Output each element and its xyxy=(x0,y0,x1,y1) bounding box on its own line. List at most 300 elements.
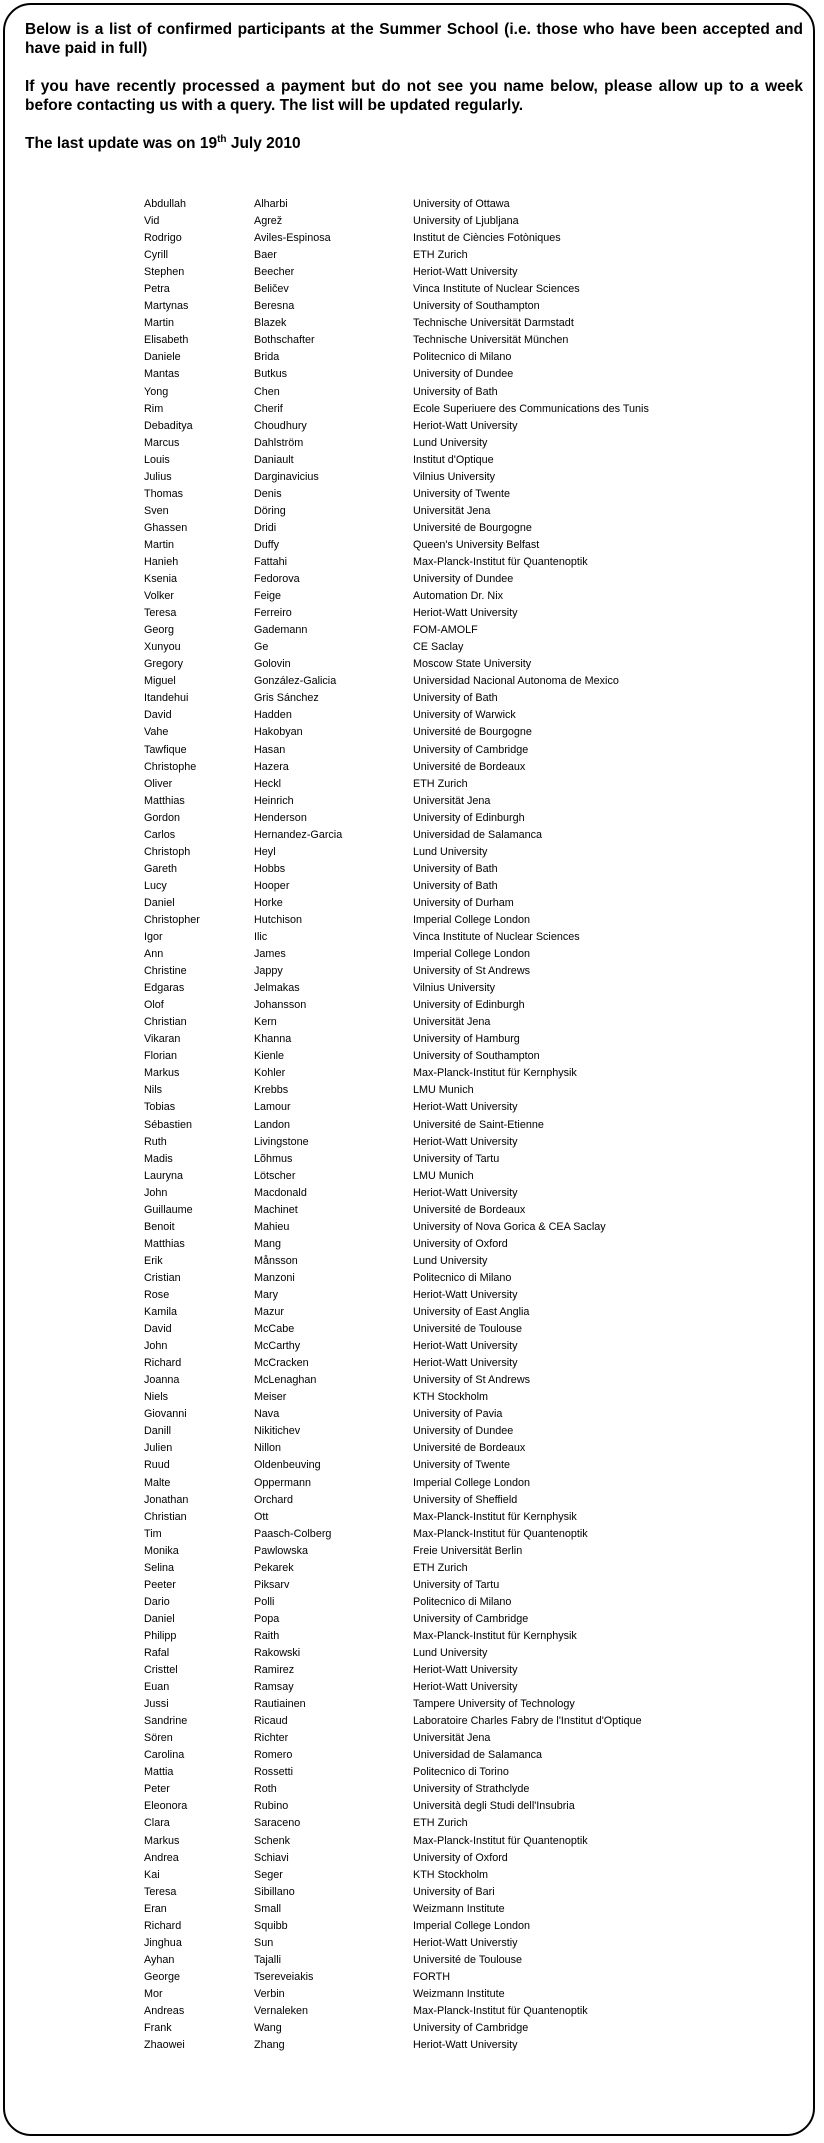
participant-row xyxy=(144,1764,784,1781)
participant-institution: Max-Planck-Institut für Kernphysik xyxy=(413,1510,577,1523)
participant-institution: Institut de Ciències Fotòniques xyxy=(413,232,561,245)
participant-first-name: Tobias xyxy=(144,1101,176,1114)
participant-first-name: Ayhan xyxy=(144,1953,175,1966)
participant-last-name: Richter xyxy=(254,1732,289,1745)
participant-institution: Max-Planck-Institut für Quantenoptik xyxy=(413,555,588,568)
last-update-suffix: July 2010 xyxy=(226,135,301,152)
participant-last-name: Hazera xyxy=(254,760,289,773)
participant-last-name: Verbin xyxy=(254,1987,285,2000)
participant-first-name: Sven xyxy=(144,504,169,517)
last-update-line xyxy=(25,134,803,153)
participant-row xyxy=(144,520,784,537)
participant-institution: Universidad Nacional Autonoma de Mexico xyxy=(413,675,619,688)
participant-last-name: Mahieu xyxy=(254,1220,290,1233)
intro-text xyxy=(25,20,803,153)
participant-institution: Politecnico di Milano xyxy=(413,1595,512,1608)
participant-last-name: Tajalli xyxy=(254,1953,282,1966)
participant-last-name: Mary xyxy=(254,1289,278,1301)
participant-last-name: Duffy xyxy=(254,538,280,551)
participant-first-name: Edgaras xyxy=(144,982,185,995)
participant-first-name: Euan xyxy=(144,1681,170,1694)
participant-row xyxy=(144,1798,784,1815)
participant-institution: University of Oxford xyxy=(413,1237,508,1250)
participant-institution: Max-Planck-Institut für Kernphysik xyxy=(413,1629,577,1642)
participant-first-name: Elisabeth xyxy=(144,334,189,347)
participant-institution: University of East Anglia xyxy=(413,1306,530,1319)
participant-institution: University of Hamburg xyxy=(413,1033,520,1046)
participant-last-name: Oppermann xyxy=(254,1476,312,1489)
participant-institution: Heriot-Watt University xyxy=(413,1681,518,1694)
participant-last-name: Hakobyan xyxy=(254,726,303,739)
participant-institution: Heriot-Watt University xyxy=(413,1101,518,1114)
participant-last-name: Sun xyxy=(254,1936,274,1949)
participant-first-name: Matthias xyxy=(144,1237,185,1250)
participant-last-name: Sibillano xyxy=(254,1885,295,1898)
participant-institution: Moscow State University xyxy=(413,658,532,671)
participant-row xyxy=(144,605,784,622)
participant-institution: University of Cambridge xyxy=(413,743,529,756)
participant-first-name: Mor xyxy=(144,1987,163,2000)
participant-first-name: George xyxy=(144,1970,181,1983)
participant-row xyxy=(144,1611,784,1628)
participant-first-name: Yong xyxy=(144,385,169,398)
participant-first-name: Sébastien xyxy=(144,1118,193,1131)
participant-institution: ETH Zurich xyxy=(413,249,468,262)
participant-first-name: Christoph xyxy=(144,845,191,858)
participant-institution: Université de Saint-Etienne xyxy=(413,1118,544,1131)
participant-row xyxy=(144,895,784,912)
participant-institution: Heriot-Watt University xyxy=(413,1664,518,1677)
participant-institution: Heriot-Watt University xyxy=(413,1289,518,1301)
participant-last-name: Rautiainen xyxy=(254,1698,306,1711)
participant-institution: Vinca Institute of Nuclear Sciences xyxy=(413,283,580,296)
participant-row xyxy=(144,1594,784,1611)
participant-first-name: David xyxy=(144,1323,172,1336)
participant-last-name: Vernaleken xyxy=(254,2004,309,2017)
participant-row xyxy=(144,537,784,554)
participant-last-name: Oldenbeuving xyxy=(254,1459,321,1472)
participant-first-name: Christopher xyxy=(144,913,200,926)
participant-first-name: Mattia xyxy=(144,1766,174,1779)
participant-row xyxy=(144,1031,784,1048)
participant-institution: Universität Jena xyxy=(413,504,491,517)
participant-institution: University of Strathclyde xyxy=(413,1783,530,1796)
participant-last-name: Small xyxy=(254,1902,281,1915)
participant-last-name: Lamour xyxy=(254,1101,291,1114)
participant-first-name: Selina xyxy=(144,1561,175,1574)
participant-first-name: Marcus xyxy=(144,436,180,449)
participant-last-name: Dahlström xyxy=(254,436,304,449)
participant-row xyxy=(144,384,784,401)
participant-last-name: Feige xyxy=(254,590,282,603)
participant-last-name: Kienle xyxy=(254,1050,285,1063)
participant-row xyxy=(144,673,784,690)
participant-institution: Université de Bourgogne xyxy=(413,521,532,534)
participant-row xyxy=(144,503,784,520)
participant-row xyxy=(144,1645,784,1662)
participant-last-name: Schenk xyxy=(254,1834,291,1847)
participant-last-name: Livingstone xyxy=(254,1135,309,1148)
participant-row xyxy=(144,1372,784,1389)
participant-institution: ETH Zurich xyxy=(413,1561,468,1574)
participant-first-name: Vahe xyxy=(144,726,169,739)
participant-row xyxy=(144,1134,784,1151)
participant-first-name: Clara xyxy=(144,1817,170,1830)
participant-last-name: Landon xyxy=(254,1118,291,1131)
participant-first-name: Gordon xyxy=(144,811,181,824)
participant-first-name: Julien xyxy=(144,1442,173,1455)
participant-institution: Lund University xyxy=(413,845,488,858)
participant-row xyxy=(144,1781,784,1798)
participant-last-name: Hobbs xyxy=(254,862,286,875)
participant-first-name: Tim xyxy=(144,1527,162,1540)
participant-row xyxy=(144,656,784,673)
participant-last-name: McCracken xyxy=(254,1357,309,1370)
participant-institution: University of Dundee xyxy=(413,1425,514,1438)
participant-row xyxy=(144,332,784,349)
participant-institution: Universität Jena xyxy=(413,1016,491,1029)
participant-row xyxy=(144,469,784,486)
participant-institution: FORTH xyxy=(413,1970,450,1983)
participant-row xyxy=(144,622,784,639)
participant-institution: Université de Bordeaux xyxy=(413,760,526,773)
participant-institution: Università degli Studi dell'Insubria xyxy=(413,1800,575,1813)
participant-institution: Max-Planck-Institut für Quantenoptik xyxy=(413,1834,588,1847)
participant-first-name: Richard xyxy=(144,1357,182,1370)
participant-last-name: Aviles-Espinosa xyxy=(254,232,331,245)
participant-institution: Heriot-Watt University xyxy=(413,1357,518,1370)
participant-first-name: Mantas xyxy=(144,368,180,381)
participant-row xyxy=(144,1713,784,1730)
participant-institution: Weizmann Institute xyxy=(413,1902,505,1915)
participant-last-name: Jelmakas xyxy=(254,982,300,995)
participant-last-name: Khanna xyxy=(254,1033,292,1046)
participant-row xyxy=(144,1440,784,1457)
participant-last-name: Polli xyxy=(254,1595,275,1608)
participant-first-name: Monika xyxy=(144,1544,179,1557)
participant-first-name: Florian xyxy=(144,1050,178,1063)
participant-first-name: Volker xyxy=(144,590,175,603)
participant-first-name: Christophe xyxy=(144,760,197,773)
participant-institution: University of Dundee xyxy=(413,368,514,381)
participant-row xyxy=(144,742,784,759)
participant-last-name: Piksarv xyxy=(254,1578,290,1591)
participant-first-name: Sandrine xyxy=(144,1715,188,1728)
participant-institution: Vilnius University xyxy=(413,982,496,995)
participant-row xyxy=(144,1082,784,1099)
participant-last-name: Kohler xyxy=(254,1067,286,1080)
participant-first-name: Ann xyxy=(144,948,164,961)
participant-first-name: Louis xyxy=(144,453,170,466)
participant-last-name: Machinet xyxy=(254,1203,298,1216)
participant-last-name: Brida xyxy=(254,351,280,364)
participant-row xyxy=(144,1560,784,1577)
participant-first-name: Christian xyxy=(144,1510,187,1523)
participant-last-name: Ilic xyxy=(254,931,268,944)
participant-last-name: Macdonald xyxy=(254,1186,307,1199)
participant-institution: University of Cambridge xyxy=(413,1612,529,1625)
participant-first-name: Dario xyxy=(144,1595,170,1608)
participant-first-name: Markus xyxy=(144,1067,180,1080)
participant-last-name: Tsereveiakis xyxy=(254,1970,314,1983)
participant-last-name: Ramirez xyxy=(254,1664,295,1677)
participant-last-name: Cherif xyxy=(254,402,283,415)
participant-first-name: Daniel xyxy=(144,1612,175,1625)
participant-first-name: Rodrigo xyxy=(144,232,182,245)
participant-row xyxy=(144,1270,784,1287)
participant-row xyxy=(144,452,784,469)
participant-row xyxy=(144,1969,784,1986)
participant-last-name: Hasan xyxy=(254,743,286,756)
participant-last-name: Ge xyxy=(254,641,269,654)
participant-institution: Universidad de Salamanca xyxy=(413,828,543,841)
participant-row xyxy=(144,1526,784,1543)
participant-last-name: McCabe xyxy=(254,1323,295,1336)
participant-last-name: Kern xyxy=(254,1016,277,1029)
participant-last-name: Fattahi xyxy=(254,555,288,568)
participant-last-name: Gris Sánchez xyxy=(254,692,319,705)
participant-row xyxy=(144,776,784,793)
participant-last-name: Döring xyxy=(254,504,286,517)
participant-last-name: Johansson xyxy=(254,999,307,1012)
participant-row xyxy=(144,1202,784,1219)
participant-last-name: Choudhury xyxy=(254,419,307,432)
participant-first-name: Tawfique xyxy=(144,743,187,756)
participant-institution: University of Bath xyxy=(413,385,498,398)
participant-first-name: David xyxy=(144,709,172,722)
participant-first-name: Peter xyxy=(144,1783,170,1796)
participant-first-name: Abdullah xyxy=(144,198,187,210)
participant-first-name: Nils xyxy=(144,1084,162,1097)
participant-institution: Université de Toulouse xyxy=(413,1323,523,1336)
participant-institution: University of Sheffield xyxy=(413,1493,518,1506)
participant-institution: Technische Universität München xyxy=(413,334,569,347)
participant-institution: University of Edinburgh xyxy=(413,999,525,1012)
participant-institution: University of Durham xyxy=(413,896,514,909)
participant-last-name: Fedorova xyxy=(254,573,300,586)
participant-row xyxy=(144,1509,784,1526)
participant-institution: Politecnico di Torino xyxy=(413,1766,509,1779)
participant-row xyxy=(144,2020,784,2037)
participant-institution: Institut d'Optique xyxy=(413,453,494,466)
participant-institution: Ecole Superiuere des Communications des Tunis xyxy=(413,402,649,415)
participant-row xyxy=(144,196,784,213)
participant-last-name: Heyl xyxy=(254,845,276,858)
participant-row xyxy=(144,707,784,724)
participant-institution: University of Ottawa xyxy=(413,198,510,210)
participant-first-name: Giovanni xyxy=(144,1408,187,1421)
participant-row xyxy=(144,1935,784,1952)
participant-first-name: Miguel xyxy=(144,675,176,688)
participant-last-name: Månsson xyxy=(254,1254,298,1267)
participant-last-name: Jappy xyxy=(254,965,283,978)
participant-first-name: Cristtel xyxy=(144,1664,178,1677)
participant-last-name: Krebbs xyxy=(254,1084,289,1097)
participant-first-name: Itandehui xyxy=(144,692,189,705)
participant-institution: LMU Munich xyxy=(413,1084,474,1097)
participant-institution: Imperial College London xyxy=(413,1476,531,1489)
participant-last-name: Horke xyxy=(254,896,283,909)
participant-institution: Imperial College London xyxy=(413,1919,531,1932)
participant-last-name: Agrež xyxy=(254,215,283,228)
participant-last-name: Darginavicius xyxy=(254,470,319,483)
participant-last-name: Roth xyxy=(254,1783,277,1796)
participant-row xyxy=(144,1338,784,1355)
participant-first-name: Gareth xyxy=(144,862,178,875)
participant-last-name: Gademann xyxy=(254,624,308,637)
participant-first-name: Rose xyxy=(144,1289,170,1301)
participant-last-name: Nillon xyxy=(254,1442,282,1455)
participant-last-name: McLenaghan xyxy=(254,1374,317,1387)
participant-last-name: Wang xyxy=(254,2022,282,2035)
participant-first-name: Jonathan xyxy=(144,1493,189,1506)
participant-first-name: Malte xyxy=(144,1476,171,1489)
participant-institution: Laboratoire Charles Fabry de l'Institut d'Optique xyxy=(413,1715,642,1728)
participant-row xyxy=(144,1321,784,1338)
participant-first-name: Igor xyxy=(144,931,163,944)
participant-first-name: Carolina xyxy=(144,1749,185,1762)
participant-institution: Université de Bourgogne xyxy=(413,726,532,739)
participant-first-name: Martin xyxy=(144,538,174,551)
participant-row xyxy=(144,1884,784,1901)
participant-institution: Weizmann Institute xyxy=(413,1987,505,2000)
participant-last-name: Raith xyxy=(254,1629,280,1642)
participant-first-name: Rafal xyxy=(144,1646,170,1659)
participant-row xyxy=(144,997,784,1014)
participant-row xyxy=(144,2037,784,2054)
participant-institution: University of Warwick xyxy=(413,709,516,722)
participant-first-name: Olof xyxy=(144,999,164,1012)
participant-institution: Université de Bordeaux xyxy=(413,1442,526,1455)
participant-first-name: Andreas xyxy=(144,2004,185,2017)
participant-last-name: McCarthy xyxy=(254,1340,301,1353)
participant-row xyxy=(144,1048,784,1065)
participant-last-name: Pekarek xyxy=(254,1561,294,1574)
participant-first-name: Zhaowei xyxy=(144,2039,185,2052)
last-update-prefix: The last update was on 19 xyxy=(25,135,218,152)
participant-institution: Heriot-Watt University xyxy=(413,1340,518,1353)
participant-row xyxy=(144,1952,784,1969)
participant-last-name: Heckl xyxy=(254,777,281,790)
participant-last-name: Rossetti xyxy=(254,1766,294,1779)
participant-last-name: Schiavi xyxy=(254,1851,289,1864)
participant-first-name: Stephen xyxy=(144,266,185,279)
participant-row xyxy=(144,1287,784,1304)
participant-first-name: Madis xyxy=(144,1152,173,1165)
participant-first-name: Xunyou xyxy=(144,641,181,654)
participant-last-name: Denis xyxy=(254,487,282,500)
participant-first-name: Martynas xyxy=(144,300,189,313)
participant-institution: Université de Bordeaux xyxy=(413,1203,526,1216)
participant-institution: Queen's University Belfast xyxy=(413,538,540,551)
participant-row xyxy=(144,1099,784,1116)
participant-first-name: Kai xyxy=(144,1868,160,1881)
participant-row xyxy=(144,1389,784,1406)
participant-row xyxy=(144,963,784,980)
participant-first-name: Markus xyxy=(144,1834,180,1847)
participant-last-name: Dridi xyxy=(254,521,277,534)
participant-last-name: Nikitichev xyxy=(254,1425,301,1438)
participant-row xyxy=(144,213,784,230)
participant-last-name: Saraceno xyxy=(254,1817,301,1830)
participant-last-name: Hernandez-Garcia xyxy=(254,828,343,841)
participant-last-name: Daniault xyxy=(254,453,294,466)
participant-first-name: Daniel xyxy=(144,896,175,909)
participant-institution: University of Edinburgh xyxy=(413,811,525,824)
participant-row xyxy=(144,1185,784,1202)
participant-first-name: Lucy xyxy=(144,879,167,892)
participant-last-name: González-Galicia xyxy=(254,675,337,688)
participant-institution: Heriot-Watt University xyxy=(413,607,518,620)
participant-row xyxy=(144,1747,784,1764)
participant-first-name: Benoit xyxy=(144,1220,175,1233)
participant-last-name: Beličev xyxy=(254,283,289,296)
participant-row xyxy=(144,1918,784,1935)
participant-last-name: Ferreiro xyxy=(254,607,292,620)
participant-row xyxy=(144,810,784,827)
participant-row xyxy=(144,418,784,435)
participant-first-name: Eleonora xyxy=(144,1800,188,1813)
participant-last-name: Seger xyxy=(254,1868,283,1881)
participant-last-name: Bothschafter xyxy=(254,334,315,347)
participant-first-name: Christine xyxy=(144,965,187,978)
participant-institution: Heriot-Watt University xyxy=(413,266,518,279)
participant-institution: University of Ljubljana xyxy=(413,215,519,228)
participant-row xyxy=(144,1423,784,1440)
participant-institution: University of Oxford xyxy=(413,1851,508,1864)
participant-institution: Lund University xyxy=(413,1646,488,1659)
participant-first-name: Vid xyxy=(144,215,160,228)
participant-institution: University of Tartu xyxy=(413,1578,500,1591)
participant-institution: KTH Stockholm xyxy=(413,1868,488,1881)
participant-first-name: Thomas xyxy=(144,487,184,500)
participant-first-name: Cristian xyxy=(144,1271,181,1284)
participant-row xyxy=(144,435,784,452)
participant-row xyxy=(144,1151,784,1168)
participant-row xyxy=(144,1543,784,1560)
participant-row xyxy=(144,1833,784,1850)
participant-row xyxy=(144,401,784,418)
participant-institution: Universität Jena xyxy=(413,1732,491,1745)
participant-institution: Heriot-Watt University xyxy=(413,1135,518,1148)
participant-row xyxy=(144,1014,784,1031)
participant-row xyxy=(144,946,784,963)
participant-institution: Politecnico di Milano xyxy=(413,1271,512,1284)
intro-paragraph-payment: If you have recently processed a payment but do not see you name below, please allow up to a week before contacting us with a query. The list will be updated regularly. xyxy=(25,78,803,114)
participant-row xyxy=(144,1355,784,1372)
participant-row xyxy=(144,639,784,656)
participant-institution: Vinca Institute of Nuclear Sciences xyxy=(413,931,580,944)
participant-row xyxy=(144,571,784,588)
participant-row xyxy=(144,1628,784,1645)
participant-institution: KTH Stockholm xyxy=(413,1391,488,1404)
participant-institution: University of Bath xyxy=(413,692,498,705)
participant-first-name: Philipp xyxy=(144,1629,177,1642)
participant-institution: University of St Andrews xyxy=(413,965,531,978)
participant-row xyxy=(144,1696,784,1713)
participant-first-name: Martin xyxy=(144,317,174,330)
participant-row xyxy=(144,366,784,383)
participant-row xyxy=(144,247,784,264)
participant-first-name: Oliver xyxy=(144,777,173,790)
participant-institution: University of Bari xyxy=(413,1885,495,1898)
participant-last-name: Baer xyxy=(254,249,277,262)
participant-first-name: Matthias xyxy=(144,794,185,807)
participant-last-name: Orchard xyxy=(254,1493,294,1506)
participant-institution: Heriot-Watt University xyxy=(413,2039,518,2052)
participant-row xyxy=(144,1117,784,1134)
participant-row xyxy=(144,554,784,571)
